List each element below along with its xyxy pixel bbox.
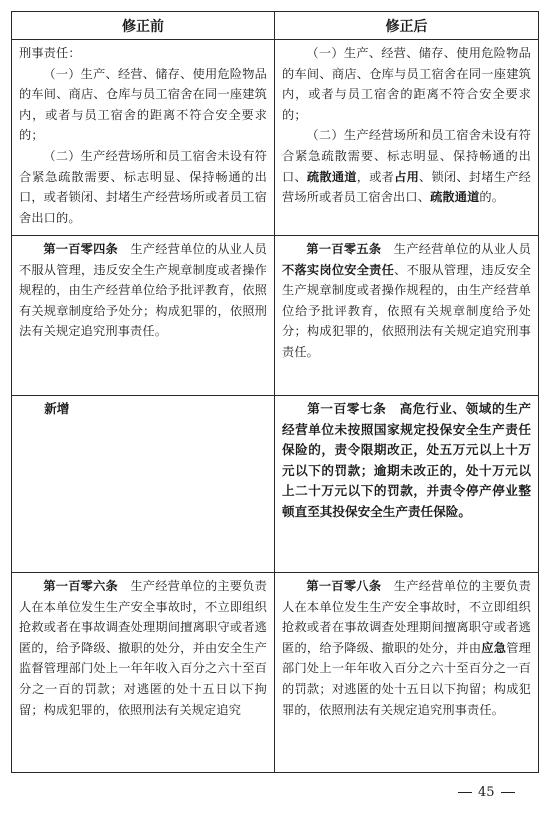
paragraph bbox=[19, 576, 267, 720]
amended-text: 疏散通道 bbox=[430, 190, 480, 205]
text-run: ，或者 bbox=[356, 169, 395, 184]
text-run: 生产经营单位的从业人员不服从管理，违反安全生产规章制度或者操作规程的，由生产经营单位给予批评教育，依照有关规章制度给予处分；构成犯罪的，依照刑法有关规定追究刑事责任。 bbox=[19, 242, 267, 339]
article-heading: 第一百零六条 bbox=[43, 579, 118, 593]
text-run: 的。 bbox=[479, 190, 505, 205]
amended-text: 应急 bbox=[481, 640, 507, 655]
dash-left bbox=[458, 792, 472, 793]
text-run: 生产经营单位的主要负责人在本单位发生生产安全事故时，不立即组织抢救或者在事故调查处理期间擅离职守或者逃匿的，给予降级、撤职的处分，并由安全生产监督管理部门处上一年年收入百分之六十至百分之一百的罚款；对逃匿的处十五日以下拘留；构成犯罪的，依照刑法有关规定追究 bbox=[19, 579, 267, 717]
paragraph: 刑事责任： bbox=[19, 46, 81, 60]
page-number bbox=[452, 785, 521, 800]
cell-before bbox=[12, 573, 275, 773]
paragraph bbox=[282, 239, 531, 363]
text-run: 生产经营单位的主要负责人在本单位发生生产安全事故时，不立即组织抢救或者在事故调查处理期间擅离职守或者逃匿的，给予降级、撤职的处分，并由 bbox=[282, 579, 531, 655]
cell-before bbox=[12, 236, 275, 396]
table-row bbox=[12, 396, 539, 573]
article-heading: 第一百零八条 bbox=[306, 579, 382, 593]
paragraph: （一）生产、经营、储存、使用危险物品的车间、商店、仓库与员工宿舍在同一座建筑内，或者与员工宿舍的距离不符合安全要求的； bbox=[19, 66, 267, 143]
text-run: 、锁闭、封堵生产经营场所或者员工宿舍出口、 bbox=[282, 169, 532, 205]
cell-after bbox=[275, 396, 539, 573]
paragraph: 第一百零七条 高危行业、领域的生产经营单位未按照国家规定投保安全生产责任保险的，责令限期改正，处五万元以上十万元以下的罚款；逾期未改正的，处十万元以上二十万元以下的罚款，并责令停产停业整顿直至其投保安全生产责任保险。 bbox=[282, 401, 531, 519]
comparison-table bbox=[11, 11, 539, 773]
new-label: 新增 bbox=[44, 401, 70, 416]
header-after: 修正后 bbox=[275, 12, 539, 40]
cell-after bbox=[275, 40, 539, 236]
text-run: （二）生产经营场所和员工宿舍未设有符合紧急疏散需要、标志明显、保持畅通的出口、 bbox=[282, 128, 531, 184]
cell-after bbox=[275, 573, 539, 773]
table-row bbox=[12, 236, 539, 396]
amended-text: 不落实岗位安全责任 bbox=[282, 262, 395, 277]
article-heading: 第一百零五条 bbox=[306, 242, 382, 256]
header-before: 修正前 bbox=[12, 12, 275, 40]
table-header-row bbox=[12, 12, 539, 40]
cell-after bbox=[275, 236, 539, 396]
dash-right bbox=[501, 792, 515, 793]
paragraph bbox=[282, 576, 531, 720]
article-heading: 第一百零四条 bbox=[43, 242, 118, 256]
cell-before bbox=[12, 396, 275, 573]
page-number-text: 45 bbox=[478, 785, 495, 800]
cell-before bbox=[12, 40, 275, 236]
text-run: 生产经营单位的从业人员 bbox=[381, 242, 531, 256]
table-row bbox=[12, 40, 539, 236]
table-row bbox=[12, 573, 539, 773]
paragraph: （一）生产、经营、储存、使用危险物品的车间、商店、仓库与员工宿舍在同一座建筑内，或者与员工宿舍的距离不符合安全要求的； bbox=[282, 46, 531, 122]
paragraph bbox=[19, 239, 267, 342]
paragraph: （二）生产经营场所和员工宿舍未设有符合紧急疏散需要、标志明显、保持畅通的出口，或者锁闭、封堵生产经营场所或者员工宿舍出口的。 bbox=[19, 148, 267, 225]
paragraph bbox=[282, 125, 531, 207]
text-run: 管理部门处上一年年收入百分之六十至百分之一百的罚款；对逃匿的处十五日以下拘留；构成犯罪的，依照刑法有关规定追究刑事责任。 bbox=[282, 640, 531, 717]
amended-text: 占用 bbox=[394, 169, 420, 184]
amended-text: 疏散通道 bbox=[306, 169, 357, 184]
text-run: 、不服从管理，违反安全生产规章制度或者操作规程的，由生产经营单位给予批评教育，依照有关规章制度给予处分；构成犯罪的，依照刑法有关规定追究刑事责任。 bbox=[282, 262, 531, 359]
